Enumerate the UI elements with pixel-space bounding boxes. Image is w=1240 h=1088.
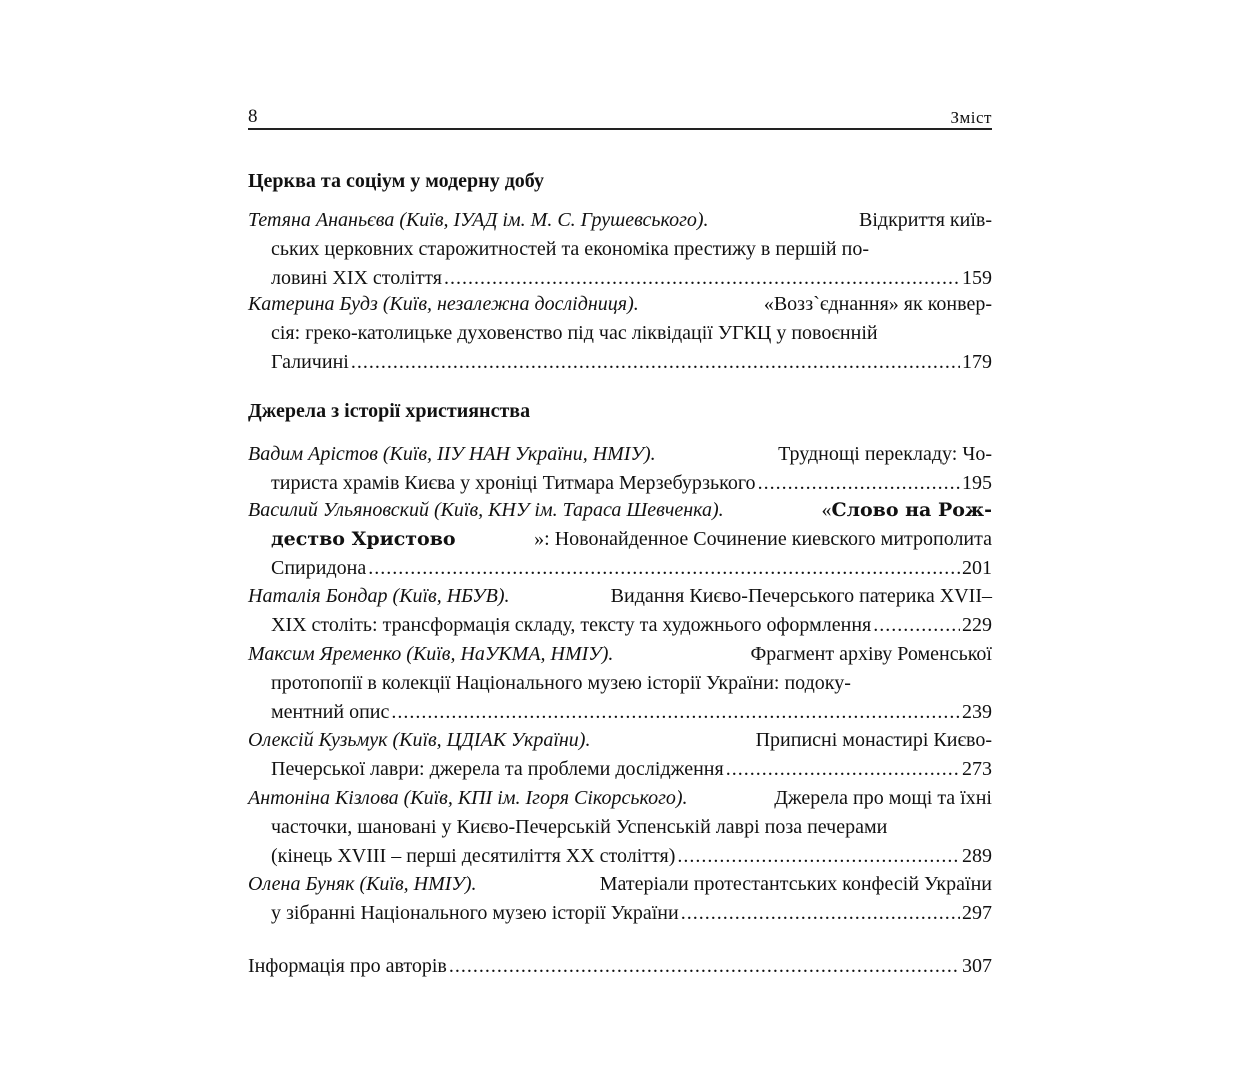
- running-header-section: Зміст: [950, 108, 992, 127]
- entry-title-line: Печерської лаври: джерела та проблеми дослідження: [271, 758, 724, 780]
- entry-title-oldslavonic: Слово на Рож-: [831, 499, 992, 521]
- entry-title-line: у зібранні Національного музею історії України: [271, 902, 679, 924]
- toc-entry[interactable]: [248, 496, 992, 583]
- page-number: 8: [248, 106, 258, 127]
- entry-page: 195: [962, 472, 992, 494]
- entry-title-line: Спиридона: [271, 557, 367, 579]
- entry-page: 289: [962, 845, 992, 867]
- entry-title-line: Видання Києво-Печерського патерика XVII–: [610, 585, 992, 607]
- entry-title-line: Галичині: [271, 351, 349, 373]
- entry-title-line: ментний опис: [271, 701, 390, 723]
- entry-page: 201: [962, 557, 992, 579]
- toc-entry[interactable]: [248, 440, 992, 498]
- entry-title-line: Відкриття київ-: [859, 209, 992, 231]
- toc-entry[interactable]: [248, 582, 992, 640]
- entry-title-line: «Возз`єднання» як конвер-: [763, 293, 992, 315]
- leader-dots: [681, 899, 960, 928]
- toc-entry[interactable]: [248, 290, 992, 377]
- entry-author: Тетяна Ананьєва (Київ, ІУАД ім. М. С. Грушевського).: [248, 209, 709, 231]
- entry-page: 239: [962, 701, 992, 723]
- entry-author: Олексій Кузьмук (Київ, ЦДІАК України).: [248, 729, 591, 751]
- entry-page: 179: [962, 351, 992, 373]
- entry-title-line: Приписні монастирі Києво-: [755, 729, 992, 751]
- entry-page: 273: [962, 758, 992, 780]
- entry-title-line: тириста храмів Києва у хроніці Титмара Мерзебурзького: [271, 472, 756, 494]
- leader-dots: [444, 264, 960, 293]
- entry-author: Наталія Бондар (Київ, НБУВ).: [248, 585, 510, 607]
- entry-title-line: Джерела про мощі та їхні: [774, 787, 992, 809]
- entry-page: 229: [962, 614, 992, 636]
- leader-dots: [873, 611, 960, 640]
- toc-entry[interactable]: [248, 640, 992, 727]
- entry-title-line: протопопії в колекції Національного музею історії України: подоку-: [271, 672, 851, 694]
- running-header: [248, 100, 992, 130]
- quote-mark: «: [821, 499, 832, 521]
- leader-dots: [449, 952, 960, 981]
- entry-page: 297: [962, 902, 992, 924]
- entry-title-line: часточки, шановані у Києво-Печерській Успенській лаврі поза печерами: [271, 816, 888, 838]
- entry-author: Антоніна Кізлова (Київ, КПІ ім. Ігоря Сікорського).: [248, 787, 688, 809]
- leader-dots: [677, 842, 960, 871]
- toc-entry[interactable]: [248, 206, 992, 293]
- toc-entry-authors-info[interactable]: [248, 952, 992, 981]
- leader-dots: [351, 348, 960, 377]
- entry-title-line: XIX століть: трансформація складу, тексту та художнього оформлення: [271, 614, 872, 636]
- entry-author: Олена Буняк (Київ, НМІУ).: [248, 873, 477, 895]
- entry-title-oldslavonic: дество Христово: [271, 528, 456, 550]
- toc-entry[interactable]: [248, 726, 992, 784]
- entry-author: Вадим Арістов (Київ, ІІУ НАН України, НМІУ).: [248, 443, 656, 465]
- entry-title-line: (кінець XVIII – перші десятиліття XX століття): [271, 845, 676, 867]
- leader-dots: [726, 755, 960, 784]
- section-title: Джерела з історії християнства: [248, 400, 531, 422]
- leader-dots: [391, 698, 960, 727]
- entry-title-line: Інформація про авторів: [248, 955, 447, 977]
- entry-page: 159: [962, 267, 992, 289]
- entry-title-line: ських церковних старожитностей та економіка престижу в першій по-: [271, 238, 869, 260]
- toc-page: [248, 100, 992, 977]
- entry-author: Максим Яременко (Київ, НаУКМА, НМІУ).: [248, 643, 614, 665]
- entry-title-line: ловині XIX століття: [271, 267, 442, 289]
- entry-title-line: Труднощі перекладу: Чо-: [778, 443, 992, 465]
- leader-dots: [368, 554, 960, 583]
- entry-title-line: »: Новонайденное Сочинение киевского митрополита: [534, 528, 992, 550]
- entry-title-line: Фрагмент архіву Роменської: [750, 643, 992, 665]
- entry-title-line: сія: греко-католицьке духовенство під час ліквідації УГКЦ у повоєнній: [271, 322, 878, 344]
- entry-title-line: Матеріали протестантських конфесій України: [599, 873, 992, 895]
- entry-author: Катерина Будз (Київ, незалежна дослідниця).: [248, 293, 639, 315]
- entry-page: 307: [962, 955, 992, 977]
- toc-entry[interactable]: [248, 870, 992, 928]
- leader-dots: [758, 469, 960, 498]
- section-title: Церква та соціум у модерну добу: [248, 170, 545, 192]
- entry-author: Василий Ульяновский (Київ, КНУ ім. Тараса Шевченка).: [248, 499, 724, 521]
- toc-entry[interactable]: [248, 784, 992, 871]
